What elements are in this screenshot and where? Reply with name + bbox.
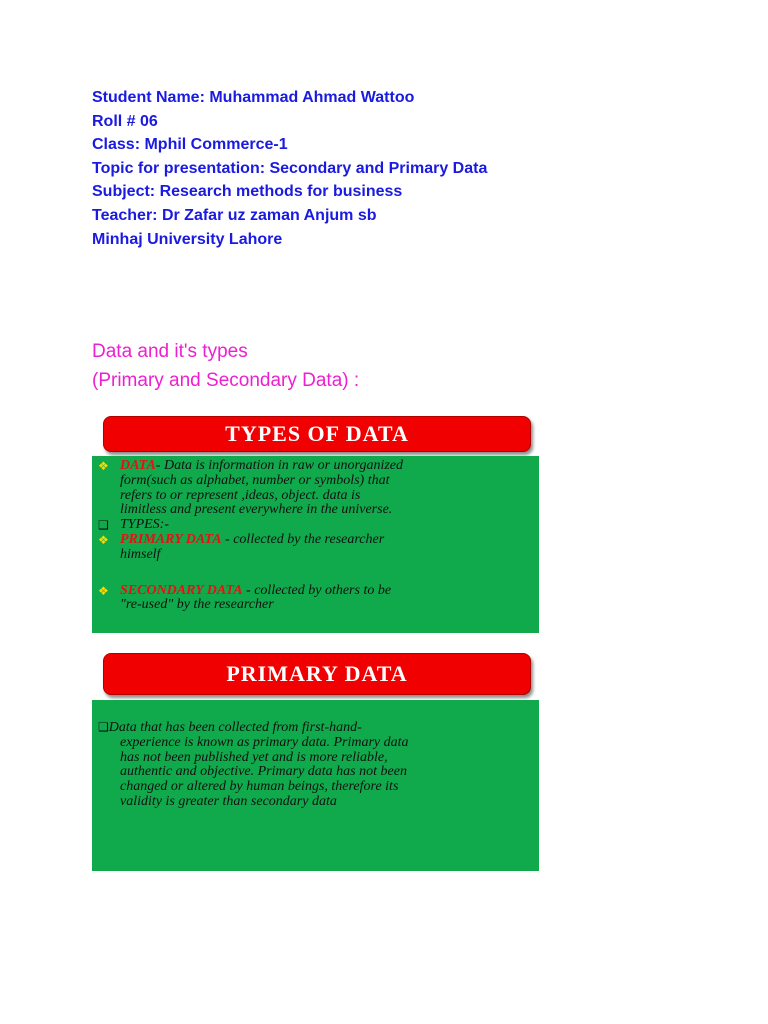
- primary-data-item: [98, 533, 531, 563]
- section-heading-line-2: (Primary and Secondary Data) :: [92, 369, 360, 391]
- roll-number: Roll # 06: [92, 112, 158, 130]
- diamond-bullet-icon: ❖: [98, 459, 109, 473]
- checkbox-bullet-icon: ❑: [98, 720, 109, 734]
- primary-data-panel: [92, 700, 539, 871]
- subject-name: Subject: Research methods for business: [92, 183, 403, 201]
- data-definition-line-3: refers to or represent ,ideas, object. data is: [120, 487, 361, 503]
- primary-definition-line-6: validity is greater than secondary data: [120, 793, 337, 809]
- types-of-data-banner: TYPES OF DATA: [103, 416, 531, 452]
- diamond-bullet-icon: ❖: [98, 532, 109, 547]
- secondary-data-line-1: - collected by others to be: [242, 582, 392, 598]
- data-definition-item: [98, 459, 531, 518]
- types-of-data-panel: [92, 456, 539, 633]
- data-definition-line-4: limitless and present everywhere in the universe.: [120, 502, 393, 518]
- primary-definition-line-1: Data that has been collected from first-hand-: [108, 720, 362, 735]
- secondary-data-item: [98, 584, 531, 614]
- types-item: [98, 518, 531, 533]
- primary-data-line-1: - collected by the researcher: [221, 531, 385, 547]
- data-definition-line-2: form(such as alphabet, number or symbols) that: [120, 472, 390, 488]
- section-heading: [92, 338, 359, 395]
- primary-definition-line-5: changed or altered by human beings, therefore its: [120, 779, 399, 795]
- primary-definition-line-4: authentic and objective. Primary data has not been: [120, 764, 407, 780]
- class-name: Class: Mphil Commerce-1: [92, 136, 288, 154]
- primary-data-banner: PRIMARY DATA: [103, 653, 531, 695]
- data-term: DATA: [120, 458, 156, 473]
- university-name: Minhaj University Lahore: [92, 230, 283, 248]
- secondary-data-term: SECONDARY DATA: [120, 582, 243, 598]
- diamond-bullet-icon: ❖: [98, 583, 109, 598]
- primary-definition-line-2: experience is known as primary data. Primary data: [120, 734, 409, 750]
- types-label: TYPES:-: [120, 517, 169, 533]
- primary-definition-line-3: has not been published yet and is more reliable,: [120, 749, 388, 765]
- student-info-block: [92, 86, 487, 251]
- primary-data-line-2: himself: [120, 546, 161, 562]
- presentation-topic: Topic for presentation: Secondary and Primary Data: [92, 159, 488, 177]
- student-name: Student Name: Muhammad Ahmad Wattoo: [92, 89, 415, 106]
- teacher-name: Teacher: Dr Zafar uz zaman Anjum sb: [92, 206, 377, 224]
- secondary-data-line-2: "re-used" by the researcher: [120, 597, 274, 613]
- data-definition-line-1: - Data is information in raw or unorganized: [155, 458, 404, 473]
- section-heading-line-1: Data and it's types: [92, 341, 248, 362]
- checkbox-bullet-icon: ❑: [98, 518, 109, 533]
- primary-data-term: PRIMARY DATA: [120, 531, 222, 547]
